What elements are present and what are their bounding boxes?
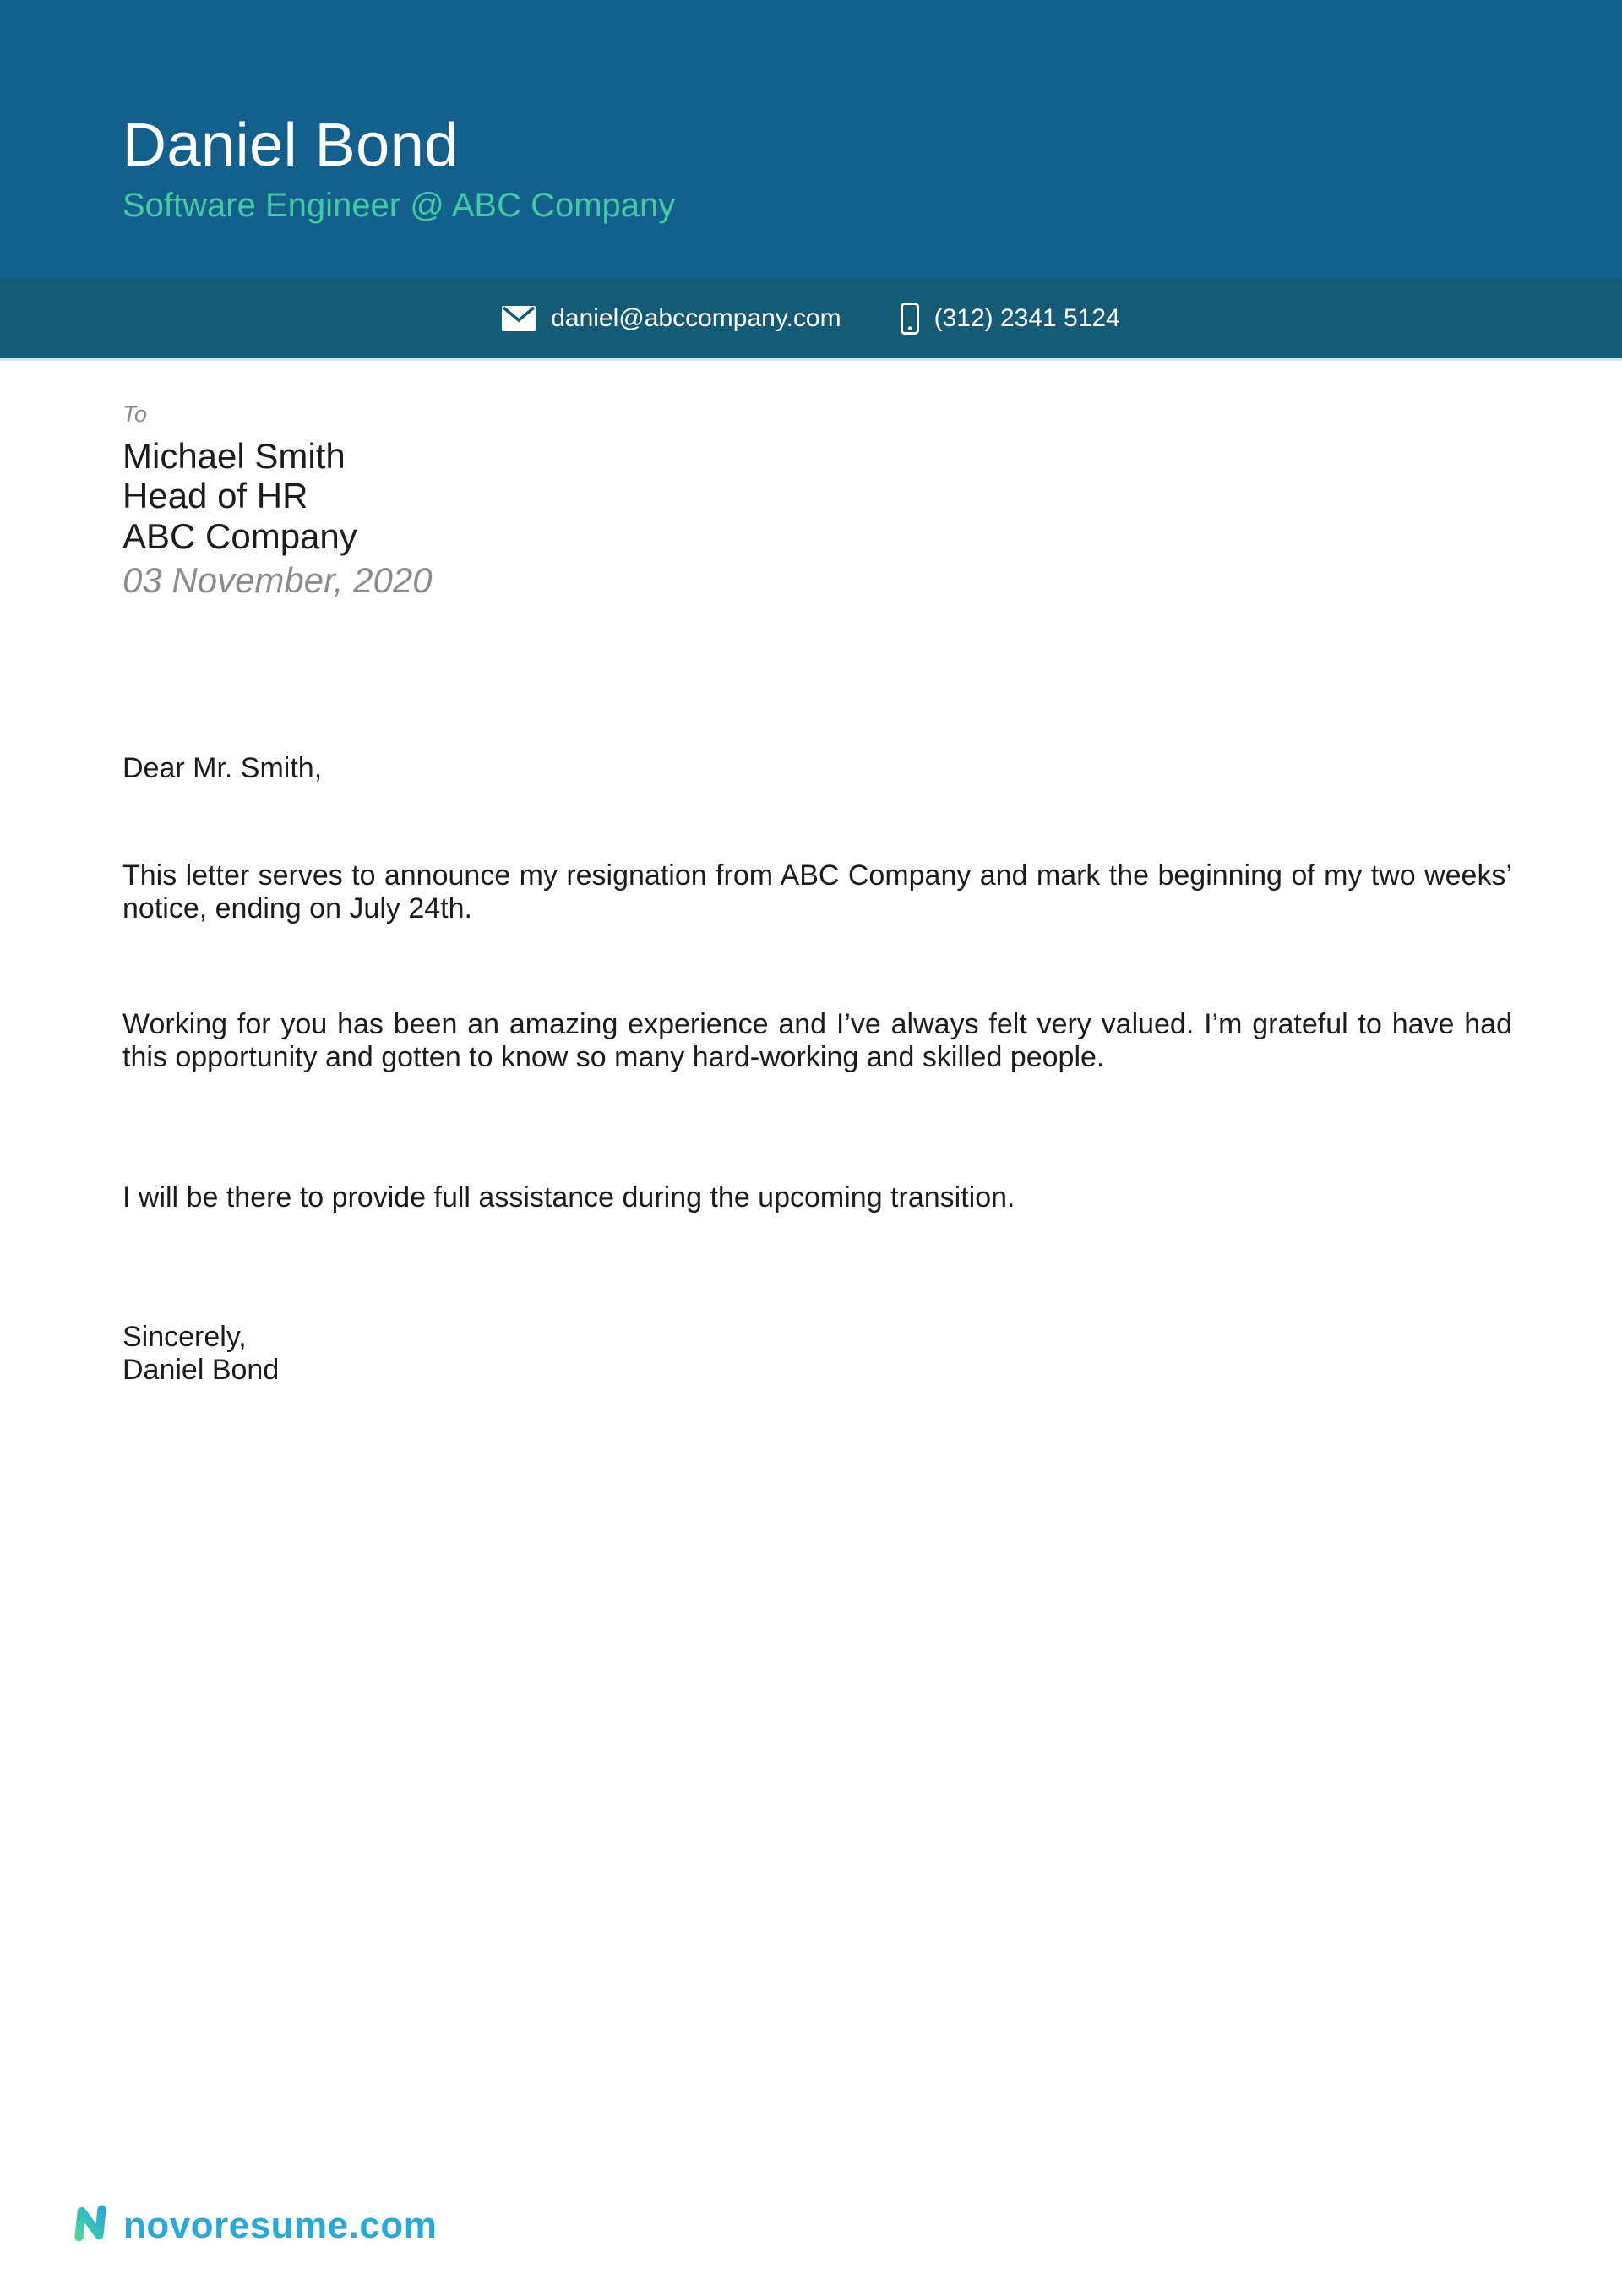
- mobile-phone-icon: [901, 303, 919, 335]
- novoresume-n-logo-icon: [68, 2201, 113, 2250]
- recipient-company: ABC Company: [122, 515, 357, 556]
- contact-bar: [0, 279, 1622, 361]
- email-contact[interactable]: [502, 304, 841, 333]
- envelope-icon: [502, 306, 536, 331]
- signature-name: Daniel Bond: [122, 1353, 280, 1386]
- letter-body: [122, 752, 1512, 1387]
- to-label: To: [122, 401, 148, 427]
- closing: Sincerely,: [122, 1320, 247, 1353]
- phone-number: (312) 2341 5124: [933, 304, 1120, 332]
- recipient-name: Michael Smith: [122, 436, 346, 476]
- sender-name: Daniel Bond: [122, 111, 459, 179]
- letter-header: [0, 0, 1622, 279]
- recipient-title: Head of HR: [122, 476, 308, 516]
- brand-text: novoresume.com: [123, 2204, 438, 2246]
- letter-date: 03 November, 2020: [122, 560, 433, 601]
- sender-job-title: Software Engineer @ ABC Company: [122, 187, 676, 224]
- phone-contact[interactable]: [901, 303, 1120, 335]
- closing-block: [122, 1321, 1512, 1387]
- recipient-block: [122, 401, 1512, 602]
- paragraph-gratitude: Working for you has been an amazing experience and I’ve always felt very valued. I’m grateful to have had this opportunity and gotten to know so many hard-working and skilled people.: [122, 1007, 1512, 1073]
- email-address: daniel@abccompany.com: [551, 304, 841, 332]
- paragraph-resignation: This letter serves to announce my resignation from ABC Company and mark the beginning of my two weeks’ notice, ending on July 24th.: [122, 859, 1512, 924]
- novoresume-branding[interactable]: [68, 2201, 437, 2250]
- salutation: Dear Mr. Smith,: [122, 751, 323, 784]
- paragraph-transition: I will be there to provide full assistance during the upcoming transition.: [122, 1181, 1015, 1213]
